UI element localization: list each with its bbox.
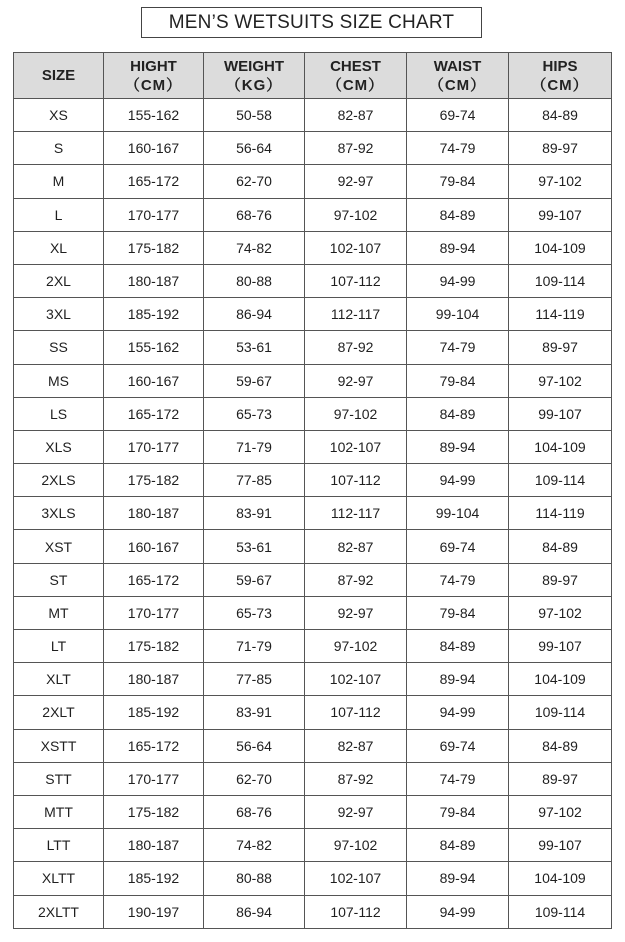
chest-cell: 102-107 — [305, 862, 407, 895]
chest-cell: 97-102 — [305, 829, 407, 862]
hips-cell: 97-102 — [509, 165, 612, 198]
weight-cell: 59-67 — [204, 563, 305, 596]
hight-cell: 170-177 — [104, 596, 204, 629]
chest-cell: 102-107 — [305, 663, 407, 696]
hight-cell: 180-187 — [104, 663, 204, 696]
weight-cell: 53-61 — [204, 530, 305, 563]
weight-cell: 74-82 — [204, 829, 305, 862]
chest-cell: 102-107 — [305, 231, 407, 264]
size-cell: 3XLS — [14, 497, 104, 530]
chest-cell: 107-112 — [305, 464, 407, 497]
hips-cell: 84-89 — [509, 729, 612, 762]
table-row — [14, 795, 612, 828]
hips-cell: 114-119 — [509, 497, 612, 530]
waist-cell: 79-84 — [407, 596, 509, 629]
hight-cell: 175-182 — [104, 231, 204, 264]
table-row — [14, 99, 612, 132]
size-cell: MT — [14, 596, 104, 629]
hips-cell: 97-102 — [509, 795, 612, 828]
chest-cell: 107-112 — [305, 895, 407, 928]
waist-cell: 94-99 — [407, 696, 509, 729]
size-cell: 3XL — [14, 298, 104, 331]
chart-title: MEN’S WETSUITS SIZE CHART — [141, 7, 482, 38]
waist-cell: 89-94 — [407, 862, 509, 895]
size-cell: MTT — [14, 795, 104, 828]
table-row — [14, 630, 612, 663]
weight-cell: 59-67 — [204, 364, 305, 397]
hight-cell: 175-182 — [104, 795, 204, 828]
hight-cell: 175-182 — [104, 464, 204, 497]
size-cell: XLTT — [14, 862, 104, 895]
size-cell: STT — [14, 762, 104, 795]
chest-cell: 92-97 — [305, 596, 407, 629]
header-weight — [204, 53, 305, 99]
chest-cell: 107-112 — [305, 264, 407, 297]
weight-cell: 77-85 — [204, 663, 305, 696]
weight-cell: 71-79 — [204, 430, 305, 463]
waist-cell: 84-89 — [407, 397, 509, 430]
weight-cell: 71-79 — [204, 630, 305, 663]
hips-cell: 104-109 — [509, 862, 612, 895]
waist-cell: 69-74 — [407, 99, 509, 132]
size-cell: 2XLS — [14, 464, 104, 497]
table-row — [14, 464, 612, 497]
hips-cell: 109-114 — [509, 895, 612, 928]
size-cell: LTT — [14, 829, 104, 862]
hips-cell: 99-107 — [509, 829, 612, 862]
chest-cell: 87-92 — [305, 331, 407, 364]
hight-cell: 180-187 — [104, 264, 204, 297]
hips-cell: 99-107 — [509, 630, 612, 663]
waist-cell: 89-94 — [407, 663, 509, 696]
weight-cell: 56-64 — [204, 729, 305, 762]
header-chest-unit: （CM） — [326, 76, 385, 94]
size-cell: LT — [14, 630, 104, 663]
hight-cell: 190-197 — [104, 895, 204, 928]
hight-cell: 155-162 — [104, 99, 204, 132]
size-cell: 2XLT — [14, 696, 104, 729]
table-row — [14, 198, 612, 231]
hips-cell: 89-97 — [509, 331, 612, 364]
weight-cell: 80-88 — [204, 264, 305, 297]
waist-cell: 84-89 — [407, 630, 509, 663]
chest-cell: 92-97 — [305, 795, 407, 828]
waist-cell: 69-74 — [407, 729, 509, 762]
waist-cell: 94-99 — [407, 464, 509, 497]
table-row — [14, 497, 612, 530]
weight-cell: 65-73 — [204, 397, 305, 430]
header-hight — [104, 53, 204, 99]
weight-cell: 83-91 — [204, 696, 305, 729]
weight-cell: 83-91 — [204, 497, 305, 530]
hips-cell: 109-114 — [509, 464, 612, 497]
chest-cell: 87-92 — [305, 132, 407, 165]
hips-cell: 97-102 — [509, 596, 612, 629]
table-row — [14, 663, 612, 696]
size-cell: 2XL — [14, 264, 104, 297]
waist-cell: 84-89 — [407, 198, 509, 231]
chest-cell: 92-97 — [305, 165, 407, 198]
size-cell: XLS — [14, 430, 104, 463]
chest-cell: 107-112 — [305, 696, 407, 729]
waist-cell: 89-94 — [407, 430, 509, 463]
header-waist-label: WAIST — [433, 57, 482, 75]
hight-cell: 170-177 — [104, 430, 204, 463]
table-row — [14, 264, 612, 297]
chest-cell: 82-87 — [305, 729, 407, 762]
header-size — [14, 53, 104, 99]
hight-cell: 165-172 — [104, 729, 204, 762]
header-row — [14, 53, 612, 99]
table-row — [14, 132, 612, 165]
header-waist — [407, 53, 509, 99]
chest-cell: 112-117 — [305, 298, 407, 331]
hips-cell: 97-102 — [509, 364, 612, 397]
hips-cell: 89-97 — [509, 563, 612, 596]
hight-cell: 160-167 — [104, 132, 204, 165]
size-cell: 2XLTT — [14, 895, 104, 928]
weight-cell: 74-82 — [204, 231, 305, 264]
hips-cell: 84-89 — [509, 99, 612, 132]
size-cell: LS — [14, 397, 104, 430]
waist-cell: 69-74 — [407, 530, 509, 563]
header-hight-label: HIGHT — [130, 57, 177, 75]
hight-cell: 185-192 — [104, 298, 204, 331]
waist-cell: 74-79 — [407, 331, 509, 364]
table-row — [14, 762, 612, 795]
hips-cell: 114-119 — [509, 298, 612, 331]
size-cell: SS — [14, 331, 104, 364]
table-row — [14, 596, 612, 629]
header-size-label: SIZE — [41, 67, 76, 84]
size-cell: S — [14, 132, 104, 165]
weight-cell: 68-76 — [204, 198, 305, 231]
table-row — [14, 895, 612, 928]
waist-cell: 79-84 — [407, 364, 509, 397]
chest-cell: 87-92 — [305, 762, 407, 795]
hight-cell: 160-167 — [104, 364, 204, 397]
waist-cell: 89-94 — [407, 231, 509, 264]
waist-cell: 79-84 — [407, 165, 509, 198]
size-cell: XSTT — [14, 729, 104, 762]
table-header — [14, 53, 612, 99]
header-hips-label: HIPS — [542, 57, 578, 75]
hight-cell: 155-162 — [104, 331, 204, 364]
chest-cell: 87-92 — [305, 563, 407, 596]
hight-cell: 170-177 — [104, 198, 204, 231]
hips-cell: 84-89 — [509, 530, 612, 563]
table-row — [14, 829, 612, 862]
waist-cell: 79-84 — [407, 795, 509, 828]
hips-cell: 104-109 — [509, 430, 612, 463]
waist-cell: 94-99 — [407, 895, 509, 928]
table-row — [14, 397, 612, 430]
weight-cell: 62-70 — [204, 165, 305, 198]
weight-cell: 56-64 — [204, 132, 305, 165]
chest-cell: 102-107 — [305, 430, 407, 463]
table-row — [14, 364, 612, 397]
hight-cell: 165-172 — [104, 397, 204, 430]
hight-cell: 175-182 — [104, 630, 204, 663]
hips-cell: 104-109 — [509, 663, 612, 696]
waist-cell: 74-79 — [407, 563, 509, 596]
chest-cell: 97-102 — [305, 198, 407, 231]
header-chest-label: CHEST — [330, 57, 381, 75]
waist-cell: 74-79 — [407, 132, 509, 165]
hight-cell: 165-172 — [104, 165, 204, 198]
header-waist-unit: （CM） — [428, 76, 487, 94]
hips-cell: 109-114 — [509, 264, 612, 297]
size-cell: L — [14, 198, 104, 231]
waist-cell: 84-89 — [407, 829, 509, 862]
weight-cell: 62-70 — [204, 762, 305, 795]
weight-cell: 86-94 — [204, 895, 305, 928]
size-cell: M — [14, 165, 104, 198]
header-weight-label: WEIGHT — [224, 57, 284, 75]
waist-cell: 99-104 — [407, 298, 509, 331]
header-chest — [305, 53, 407, 99]
hips-cell: 89-97 — [509, 132, 612, 165]
hight-cell: 180-187 — [104, 829, 204, 862]
hight-cell: 185-192 — [104, 696, 204, 729]
chest-cell: 92-97 — [305, 364, 407, 397]
hight-cell: 185-192 — [104, 862, 204, 895]
hips-cell: 104-109 — [509, 231, 612, 264]
hight-cell: 165-172 — [104, 563, 204, 596]
size-cell: XLT — [14, 663, 104, 696]
table-row — [14, 298, 612, 331]
weight-cell: 65-73 — [204, 596, 305, 629]
table-row — [14, 563, 612, 596]
weight-cell: 86-94 — [204, 298, 305, 331]
table-row — [14, 729, 612, 762]
header-hips — [509, 53, 612, 99]
size-cell: MS — [14, 364, 104, 397]
hight-cell: 160-167 — [104, 530, 204, 563]
size-cell: XS — [14, 99, 104, 132]
header-weight-unit: （KG） — [225, 76, 283, 94]
table-row — [14, 165, 612, 198]
size-cell: XL — [14, 231, 104, 264]
hight-cell: 180-187 — [104, 497, 204, 530]
weight-cell: 53-61 — [204, 331, 305, 364]
chest-cell: 82-87 — [305, 530, 407, 563]
weight-cell: 68-76 — [204, 795, 305, 828]
table-row — [14, 231, 612, 264]
hips-cell: 89-97 — [509, 762, 612, 795]
table-body — [14, 99, 612, 929]
weight-cell: 50-58 — [204, 99, 305, 132]
size-cell: XST — [14, 530, 104, 563]
chest-cell: 97-102 — [305, 397, 407, 430]
chest-cell: 82-87 — [305, 99, 407, 132]
weight-cell: 77-85 — [204, 464, 305, 497]
hight-cell: 170-177 — [104, 762, 204, 795]
waist-cell: 74-79 — [407, 762, 509, 795]
table-row — [14, 530, 612, 563]
header-hight-unit: （CM） — [124, 76, 183, 94]
table-row — [14, 331, 612, 364]
table-row — [14, 862, 612, 895]
hips-cell: 99-107 — [509, 397, 612, 430]
waist-cell: 94-99 — [407, 264, 509, 297]
hips-cell: 99-107 — [509, 198, 612, 231]
weight-cell: 80-88 — [204, 862, 305, 895]
header-hips-unit: （CM） — [531, 76, 589, 94]
chest-cell: 97-102 — [305, 630, 407, 663]
chest-cell: 112-117 — [305, 497, 407, 530]
waist-cell: 99-104 — [407, 497, 509, 530]
table-row — [14, 430, 612, 463]
size-chart-table — [13, 52, 612, 929]
size-cell: ST — [14, 563, 104, 596]
table-row — [14, 696, 612, 729]
hips-cell: 109-114 — [509, 696, 612, 729]
